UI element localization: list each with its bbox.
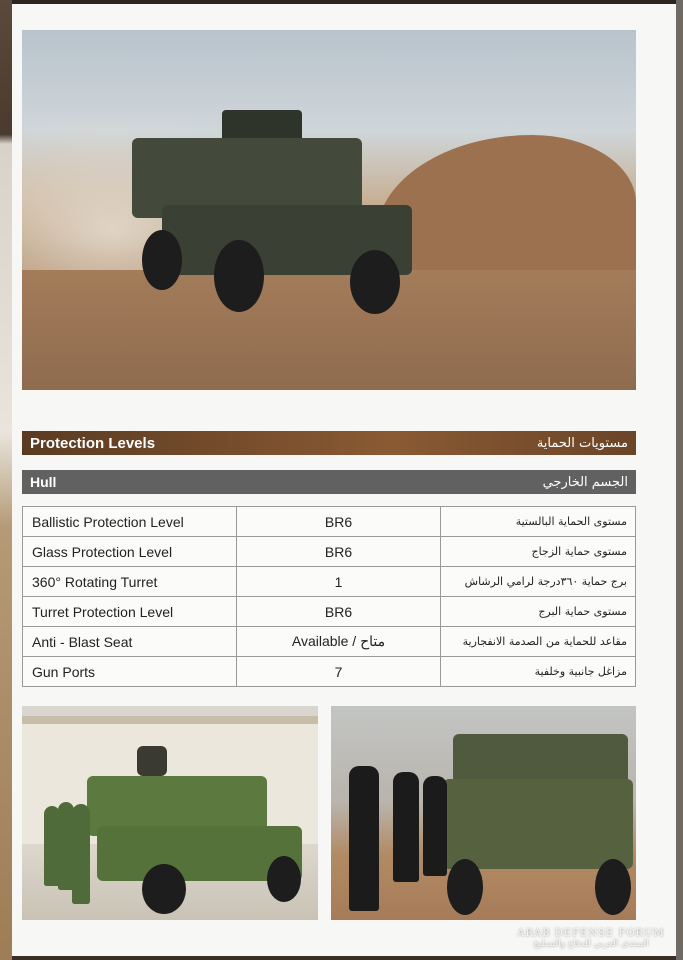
row-label-ar: مستوى حماية البرج: [441, 597, 636, 627]
section-title-en: Protection Levels: [30, 434, 156, 452]
row-value: 1: [237, 567, 441, 597]
watermark-line-ar: المنتدى العربي للدفاع والتسليح: [533, 939, 649, 949]
row-label-ar: برج حماية ٣٦٠درجة لرامي الرشاش: [441, 567, 636, 597]
soldier-figure: [349, 766, 379, 911]
watermark: [516, 928, 666, 949]
soldier-figure: [423, 776, 447, 876]
row-label-en: Ballistic Protection Level: [23, 507, 237, 537]
table-row: [23, 507, 636, 537]
armored-vehicle-shape: [122, 110, 422, 320]
section-title-ar: مستويات الحماية: [536, 435, 628, 451]
subsection-title-ar: الجسم الخارجي: [542, 474, 628, 490]
left-page-edge: [0, 0, 12, 960]
soldier-figure: [393, 772, 419, 882]
protection-spec-table: [22, 506, 636, 687]
table-row: [23, 627, 636, 657]
table-row: [23, 567, 636, 597]
row-label-en: 360° Rotating Turret: [23, 567, 237, 597]
right-page-edge: [676, 0, 683, 960]
row-label-en: Gun Ports: [23, 657, 237, 687]
table-row: [23, 597, 636, 627]
table-row: [23, 537, 636, 567]
row-label-en: Anti - Blast Seat: [23, 627, 237, 657]
table-row: [23, 657, 636, 687]
row-label-en: Glass Protection Level: [23, 537, 237, 567]
row-label-en: Turret Protection Level: [23, 597, 237, 627]
row-value: BR6: [237, 507, 441, 537]
photo-vehicle-with-soldiers: [22, 706, 318, 920]
soldier-figure: [72, 804, 90, 904]
photo-vehicle-with-special-forces: [331, 706, 636, 920]
row-value: Available / متاح: [237, 627, 441, 657]
row-value: BR6: [237, 597, 441, 627]
row-label-ar: مزاغل جانبية وخلفية: [441, 657, 636, 687]
row-label-ar: مستوى حماية الزجاج: [441, 537, 636, 567]
section-header-protection-levels: [22, 431, 636, 455]
armored-vehicle-front-shape: [443, 734, 633, 920]
row-value: 7: [237, 657, 441, 687]
watermark-line-en: ARAB DEFENSE FORUM: [517, 928, 665, 939]
subsection-title-en: Hull: [30, 474, 57, 490]
subsection-header-hull: [22, 470, 636, 494]
row-value: BR6: [237, 537, 441, 567]
hero-photo-armored-vehicle: [22, 30, 636, 390]
row-label-ar: مستوى الحماية البالستية: [441, 507, 636, 537]
green-armored-vehicle-shape: [77, 746, 317, 916]
row-label-ar: مقاعد للحماية من الصدمة الانفجارية: [441, 627, 636, 657]
